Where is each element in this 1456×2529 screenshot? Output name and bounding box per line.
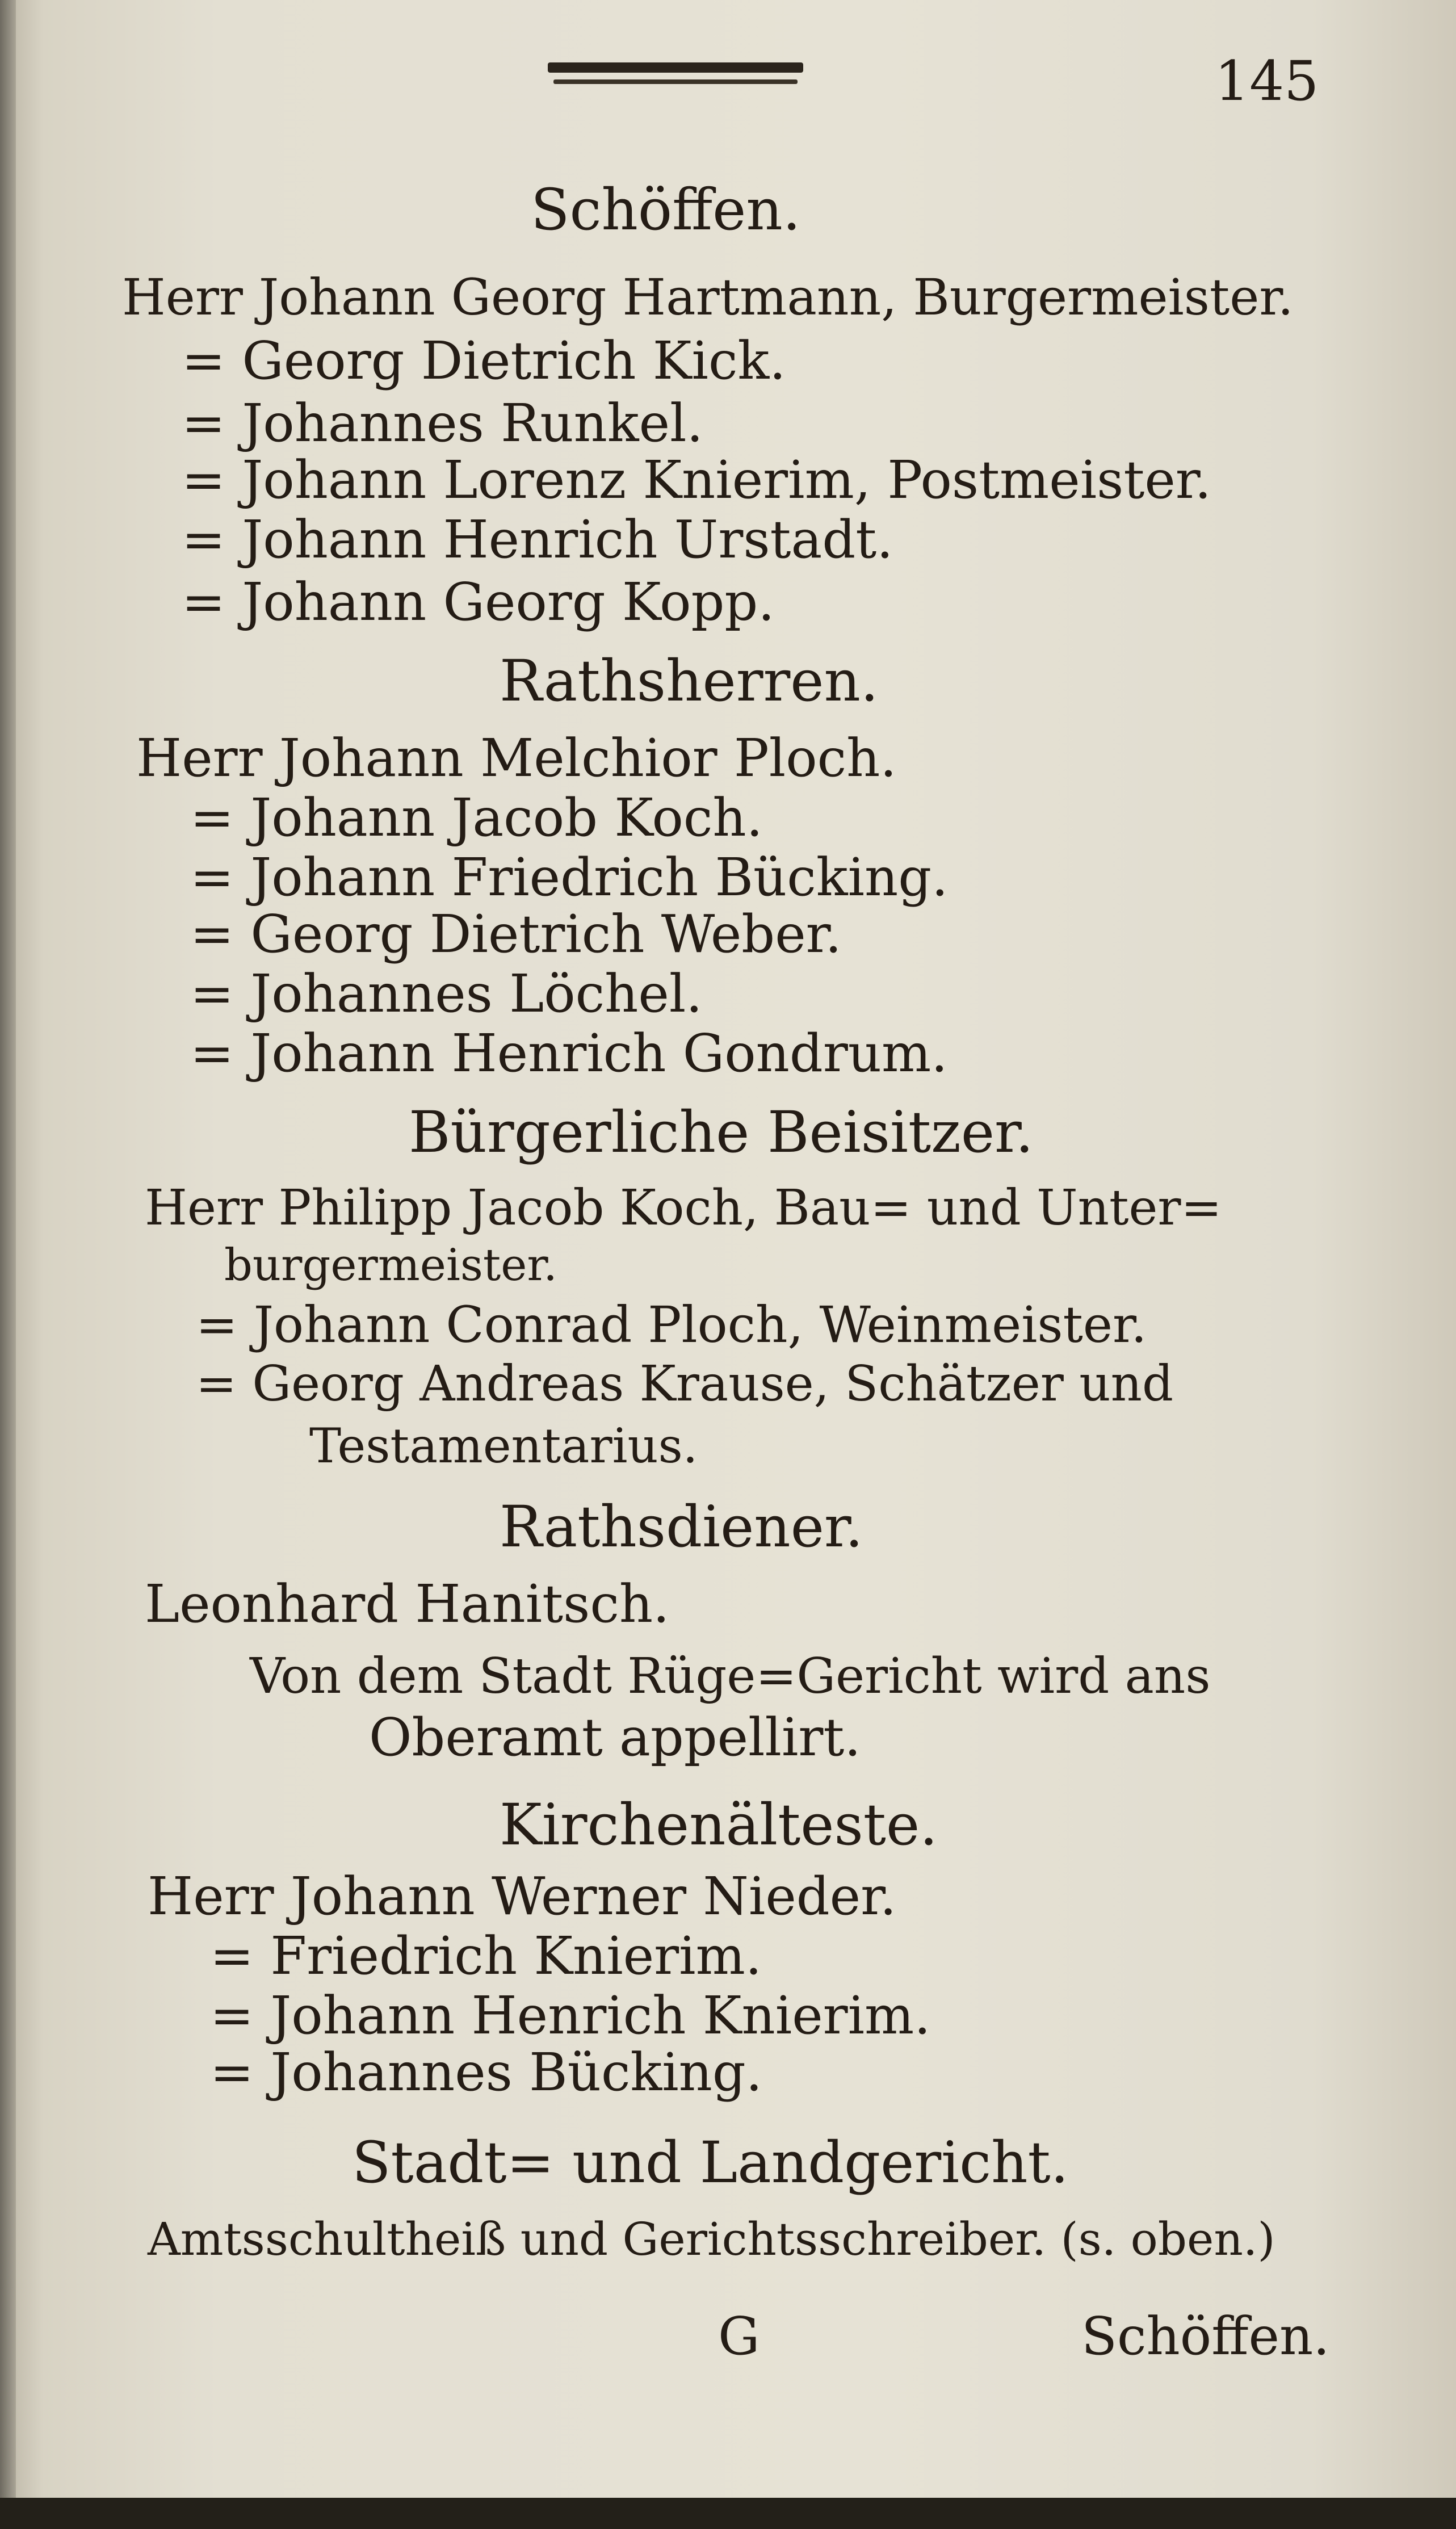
- entry-line: = Johann Lorenz Knierim, Postmeister.: [182, 450, 1211, 510]
- entry-line: = Johann Conrad Ploch, Weinmeister.: [196, 1295, 1147, 1354]
- page-gutter: [0, 0, 16, 2529]
- entry-line: = Georg Andreas Krause, Schätzer und: [196, 1356, 1174, 1412]
- entry-line: = Johannes Runkel.: [182, 393, 703, 454]
- entry-line: Herr Johann Melchior Ploch.: [136, 728, 897, 789]
- header-rule: [548, 62, 803, 73]
- entry-line: Amtsschultheiß und Gerichtsschreiber. (s. oben.): [148, 2213, 1275, 2266]
- entry-line: = Friedrich Knierim.: [210, 1926, 762, 1986]
- section-heading-kirchenaelteste: Kirchenälteste.: [500, 1792, 938, 1858]
- signature-mark: G: [718, 2306, 760, 2367]
- entry-line: = Georg Dietrich Kick.: [182, 330, 786, 391]
- entry-line: = Johann Georg Kopp.: [182, 572, 775, 632]
- entry-line: burgermeister.: [224, 1240, 557, 1291]
- entry-line: Von dem Stadt Rüge=Gericht wird ans: [250, 1648, 1211, 1705]
- entry-line: Herr Johann Georg Hartmann, Burgermeister.: [122, 268, 1294, 326]
- entry-line: Leonhard Hanitsch.: [145, 1574, 670, 1634]
- entry-line: = Johann Jacob Koch.: [190, 787, 763, 848]
- entry-line: = Georg Dietrich Weber.: [190, 904, 842, 964]
- page-bottom-edge: [0, 2498, 1456, 2529]
- entry-line: = Johannes Löchel.: [190, 963, 703, 1024]
- header-rule-lower: [553, 79, 798, 84]
- section-heading-schoeffen: Schöffen.: [531, 177, 801, 243]
- page-number: 145: [1215, 49, 1319, 113]
- entry-line: Herr Philipp Jacob Koch, Bau= und Unter=: [145, 1180, 1222, 1236]
- section-heading-beisitzer: Bürgerliche Beisitzer.: [409, 1099, 1034, 1165]
- entry-line: Testamentarius.: [309, 1418, 698, 1474]
- entry-line: = Johann Friedrich Bücking.: [190, 847, 949, 908]
- catchword: Schöffen.: [1081, 2306, 1330, 2367]
- section-heading-landgericht: Stadt= und Landgericht.: [352, 2129, 1069, 2196]
- entry-line: Herr Johann Werner Nieder.: [148, 1866, 897, 1927]
- section-heading-rathsdiener: Rathsdiener.: [500, 1494, 863, 1560]
- entry-line: = Johann Henrich Gondrum.: [190, 1023, 948, 1084]
- section-heading-rathsherren: Rathsherren.: [500, 648, 879, 714]
- entry-line: Oberamt appellirt.: [369, 1707, 861, 1768]
- entry-line: = Johann Henrich Urstadt.: [182, 509, 893, 570]
- entry-line: = Johannes Bücking.: [210, 2042, 763, 2103]
- entry-line: = Johann Henrich Knierim.: [210, 1985, 931, 2046]
